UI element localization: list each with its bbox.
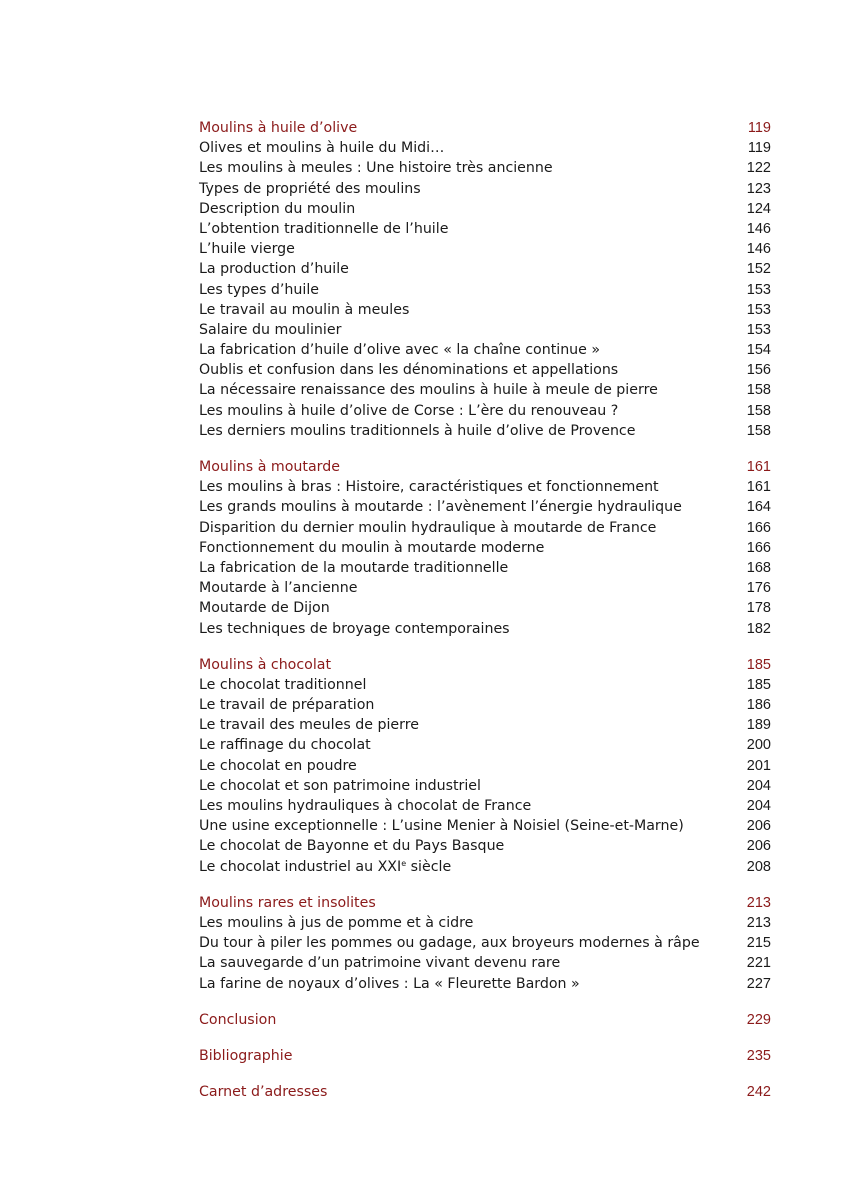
- entry-title-text: La production d’huile: [199, 261, 349, 278]
- toc-entry[interactable]: [199, 578, 771, 598]
- entry-page-number: 166: [746, 519, 771, 536]
- closing-section: [199, 1010, 771, 1030]
- entry-title: [199, 199, 355, 219]
- toc-entry[interactable]: [199, 675, 771, 695]
- toc-entry[interactable]: [199, 518, 771, 538]
- entry-title-text: Description du moulin: [199, 200, 356, 217]
- entry-title-text: Les moulins à jus de pomme et à cidre: [199, 914, 474, 931]
- entry-title-text: Olives et moulins à huile du Midi…: [199, 140, 445, 157]
- entry-title-text: Le chocolat industriel au XXI: [199, 858, 402, 875]
- entry-page-number: 215: [746, 935, 771, 952]
- entry-title-text: La sauvegarde d’un patrimoine vivant devenu rare: [199, 955, 561, 972]
- entry-title: [199, 796, 531, 816]
- entry-title: [199, 836, 504, 856]
- entry-title-text: L’obtention traditionnelle de l’huile: [199, 220, 449, 237]
- entry-title: [199, 974, 580, 994]
- entry-page-number: 154: [746, 342, 771, 359]
- entry-title-text: Moutarde de Dijon: [199, 600, 330, 617]
- entry-title-text: Oublis et confusion dans les dénominations et appellations: [199, 362, 619, 379]
- section-heading[interactable]: [199, 893, 771, 913]
- entry-page-number: 152: [746, 261, 771, 278]
- entry-page-number: 156: [746, 362, 771, 379]
- entry-title-text: Le chocolat de Bayonne et du Pays Basque: [199, 838, 505, 855]
- entry-title: [199, 695, 374, 715]
- section-page-number: 119: [747, 120, 771, 136]
- entry-title-text: Le chocolat en poudre: [199, 757, 357, 774]
- entry-title: [199, 497, 682, 517]
- entry-title-text: Salaire du moulinier: [199, 321, 342, 338]
- entry-page-number: 158: [746, 402, 771, 419]
- section-title: Moulins à moutarde: [199, 459, 340, 475]
- entry-page-number: 206: [746, 838, 771, 855]
- entry-title-text: Du tour à piler les pommes ou gadage, aux broyeurs modernes à râpe: [199, 935, 700, 952]
- entry-page-number: 158: [746, 382, 771, 399]
- entry-title: [199, 735, 371, 755]
- entry-page-number: 164: [746, 499, 771, 516]
- entry-page-number: 166: [746, 539, 771, 556]
- entry-page-number: 153: [746, 301, 771, 318]
- entry-page-number: 204: [746, 798, 771, 814]
- entry-title: [199, 558, 508, 578]
- section-title: Moulins à chocolat: [199, 656, 332, 673]
- entry-title-text: La farine de noyaux d’olives : La « Fleurette Bardon »: [199, 975, 580, 992]
- entry-title-text: Les derniers moulins traditionnels à huile d’olive de Provence: [199, 422, 636, 439]
- entry-page-number: 185: [746, 676, 771, 693]
- section-heading[interactable]: [199, 1010, 771, 1030]
- toc-entry[interactable]: [199, 300, 771, 320]
- entry-page-number: 178: [746, 600, 771, 617]
- entry-title-text: Le travail des meules de pierre: [199, 717, 419, 734]
- entry-page-number: 200: [746, 737, 771, 754]
- entry-title: [199, 320, 341, 340]
- entry-title: [199, 538, 544, 558]
- entry-title: [199, 933, 700, 953]
- entry-title: [199, 619, 510, 639]
- section-title: Moulins rares et insolites: [199, 894, 376, 911]
- toc-entry[interactable]: [199, 259, 771, 279]
- toc-entry[interactable]: [199, 158, 771, 178]
- toc-entry[interactable]: [199, 320, 771, 340]
- section-heading[interactable]: [199, 457, 771, 477]
- entry-title-text: Les moulins hydrauliques à chocolat de France: [199, 798, 532, 814]
- entry-title-text: Moutarde à l’ancienne: [199, 580, 358, 597]
- toc-entry[interactable]: [199, 421, 771, 441]
- toc-entry[interactable]: [199, 497, 771, 517]
- toc-entry[interactable]: [199, 776, 771, 796]
- entry-title-text: Les grands moulins à moutarde : l’avènement l’énergie hydraulique: [199, 499, 682, 516]
- entry-page-number: 208: [746, 858, 771, 875]
- toc-entry[interactable]: [199, 380, 771, 400]
- toc-entry[interactable]: [199, 735, 771, 755]
- section-page-number: 161: [746, 459, 771, 475]
- closing-section: [199, 1082, 771, 1102]
- entry-page-number: 182: [746, 620, 771, 637]
- entry-title: [199, 776, 481, 796]
- entry-title-text: Les techniques de broyage contemporaines: [199, 620, 510, 637]
- entry-page-number: 146: [746, 241, 771, 258]
- entry-title: [199, 953, 560, 973]
- entry-page-number: 124: [746, 200, 771, 217]
- closing-section: [199, 1046, 771, 1066]
- section-heading[interactable]: [199, 1046, 771, 1066]
- toc-entry[interactable]: [199, 219, 771, 239]
- section-heading[interactable]: [199, 118, 771, 138]
- entry-page-number: 213: [746, 914, 771, 931]
- entry-title-text: La fabrication de la moutarde traditionnelle: [199, 559, 509, 576]
- entry-title: [199, 380, 658, 400]
- entry-page-number: 189: [746, 717, 771, 734]
- entry-title-text: Les moulins à meules : Une histoire très ancienne: [199, 160, 553, 177]
- toc-section: [199, 655, 771, 877]
- section-page-number: 242: [746, 1084, 771, 1101]
- entry-title: [199, 913, 473, 933]
- entry-title-text: La fabrication d’huile d’olive avec « la chaîne continue »: [199, 342, 601, 359]
- entry-title-text: Le travail au moulin à meules: [199, 301, 410, 318]
- entry-page-number: 221: [746, 955, 771, 972]
- entry-title: [199, 259, 349, 279]
- section-heading[interactable]: [199, 655, 771, 675]
- toc-section: [199, 118, 771, 441]
- toc-entry[interactable]: [199, 816, 771, 836]
- entry-title-text: Une usine exceptionnelle : L’usine Menier à Noisiel (Seine-et-Marne): [199, 818, 684, 835]
- entry-page-number: 201: [746, 757, 771, 774]
- section-page-number: 235: [746, 1047, 771, 1064]
- toc-entry[interactable]: [199, 477, 771, 497]
- entry-title: [199, 675, 366, 695]
- toc-section: [199, 893, 771, 994]
- entry-page-number: 168: [746, 559, 771, 576]
- entry-title-text: Le chocolat traditionnel: [199, 676, 367, 693]
- toc-entry[interactable]: [199, 715, 771, 735]
- entry-title: [199, 421, 635, 441]
- entry-page-number: 123: [746, 180, 771, 197]
- entry-page-number: 161: [746, 479, 771, 496]
- section-title: Conclusion: [199, 1011, 277, 1028]
- entry-title: [199, 578, 358, 598]
- entry-title: [199, 179, 421, 199]
- entry-title-text: Fonctionnement du moulin à moutarde moderne: [199, 539, 545, 556]
- entry-title: [199, 360, 618, 380]
- toc-entry[interactable]: [199, 836, 771, 856]
- entry-title-text: La nécessaire renaissance des moulins à huile à meule de pierre: [199, 382, 658, 399]
- toc-entry[interactable]: [199, 933, 771, 953]
- entry-title: [199, 280, 319, 300]
- entry-title: [199, 518, 656, 538]
- entry-title: [199, 477, 659, 497]
- toc-entry[interactable]: [199, 340, 771, 360]
- entry-title-text: Types de propriété des moulins: [199, 180, 421, 197]
- entry-title-text: Le chocolat et son patrimoine industriel: [199, 777, 481, 794]
- entry-title-text: Le travail de préparation: [199, 697, 375, 714]
- toc-entry[interactable]: [199, 179, 771, 199]
- entry-title-suffix: siècle: [406, 858, 452, 875]
- toc-entry[interactable]: [199, 619, 771, 639]
- section-title: Carnet d’adresses: [199, 1084, 328, 1101]
- toc-entry[interactable]: [199, 138, 771, 158]
- entry-title-text: Les types d’huile: [199, 281, 319, 298]
- entry-title: [199, 219, 448, 239]
- toc-entry[interactable]: [199, 558, 771, 578]
- toc-entry[interactable]: [199, 598, 771, 618]
- toc-entry[interactable]: [199, 974, 771, 994]
- toc-entry[interactable]: [199, 756, 771, 776]
- entry-title-text: L’huile vierge: [199, 241, 295, 258]
- entry-title-text: Les moulins à huile d’olive de Corse : L’ère du renouveau ?: [199, 402, 619, 419]
- entry-title: [199, 715, 419, 735]
- entry-title: [199, 816, 684, 836]
- toc-entry[interactable]: [199, 538, 771, 558]
- entry-title: [199, 239, 295, 259]
- entry-page-number: 204: [746, 777, 771, 794]
- entry-title: [199, 401, 618, 421]
- entry-page-number: 227: [746, 975, 771, 992]
- toc-section: [199, 457, 771, 639]
- entry-page-number: 153: [746, 281, 771, 298]
- entry-title: [199, 598, 330, 618]
- section-title: Moulins à huile d’olive: [199, 120, 358, 136]
- toc-entry[interactable]: [199, 913, 771, 933]
- section-heading[interactable]: [199, 1082, 771, 1102]
- toc-entry[interactable]: [199, 953, 771, 973]
- entry-title: [199, 300, 409, 320]
- toc-entry[interactable]: [199, 280, 771, 300]
- toc-entry[interactable]: [199, 199, 771, 219]
- toc-entry[interactable]: [199, 401, 771, 421]
- entry-title: [199, 340, 600, 360]
- toc-entry[interactable]: [199, 796, 771, 816]
- entry-title-text: Disparition du dernier moulin hydraulique à moutarde de France: [199, 519, 657, 536]
- section-page-number: 229: [746, 1011, 771, 1028]
- entry-page-number: 122: [746, 160, 771, 177]
- toc-entry[interactable]: [199, 695, 771, 715]
- entry-title-superscript: e: [401, 858, 407, 868]
- section-title: Bibliographie: [199, 1047, 293, 1064]
- entry-page-number: 206: [746, 818, 771, 835]
- entry-page-number: 176: [746, 580, 771, 597]
- entry-title: [199, 857, 451, 877]
- entry-page-number: 146: [746, 220, 771, 237]
- table-of-contents: [199, 118, 771, 1118]
- toc-entry[interactable]: [199, 360, 771, 380]
- entry-title: [199, 756, 357, 776]
- entry-page-number: 186: [746, 697, 771, 714]
- section-page-number: 213: [746, 894, 771, 911]
- entry-page-number: 153: [746, 321, 771, 338]
- toc-entry[interactable]: [199, 239, 771, 259]
- toc-entry[interactable]: [199, 857, 771, 877]
- entry-title-text: Le raffinage du chocolat: [199, 737, 371, 754]
- entry-page-number: 158: [746, 422, 771, 439]
- entry-page-number: 119: [747, 140, 771, 157]
- section-page-number: 185: [746, 656, 771, 673]
- entry-title-text: Les moulins à bras : Histoire, caractéristiques et fonctionnement: [199, 479, 659, 496]
- entry-title: [199, 138, 444, 158]
- entry-title: [199, 158, 553, 178]
